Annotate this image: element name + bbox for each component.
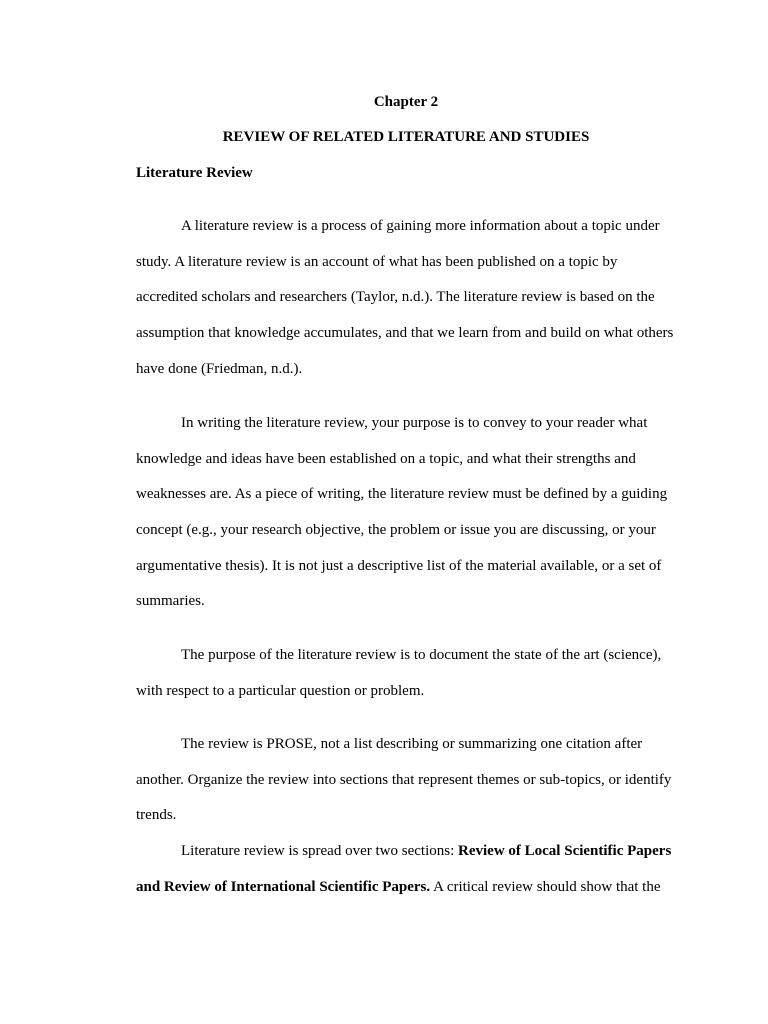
- paragraph-line: trends.: [136, 807, 177, 824]
- paragraph-line: The review is PROSE, not a list describing or summarizing one citation after: [181, 736, 643, 752]
- paragraph-line: have done (Friedman, n.d.).: [136, 360, 303, 377]
- paragraph-2: [136, 406, 681, 620]
- paragraph-line: argumentative thesis). It is not just a descriptive list of the material available, or a set of: [136, 557, 662, 574]
- paragraph-line: assumption that knowledge accumulates, and that we learn from and build on what others: [136, 325, 674, 342]
- bold-text: Review of Local Scientific Papers: [458, 843, 672, 859]
- paragraph-text: A critical review should show that the: [430, 878, 661, 895]
- paragraph-3: [136, 638, 681, 709]
- paragraph-line: [136, 834, 681, 870]
- paragraph-line: [136, 870, 681, 906]
- paragraph-line: The purpose of the literature review is to document the state of the art (science),: [181, 647, 662, 663]
- paragraph-4: [136, 727, 681, 834]
- bold-text: and Review of International Scientific Papers.: [136, 878, 431, 895]
- chapter-label: Chapter 2: [373, 94, 439, 110]
- paragraph-text: Literature review is spread over two sections:: [181, 843, 458, 859]
- paragraph-5: [136, 834, 681, 905]
- chapter-title: REVIEW OF RELATED LITERATURE AND STUDIES: [222, 129, 590, 145]
- paragraph-line: study. A literature review is an account of what has been published on a topic by: [136, 253, 618, 270]
- paragraph-line: A literature review is a process of gaining more information about a topic under: [181, 218, 660, 234]
- paragraph-line: with respect to a particular question or problem.: [136, 682, 425, 699]
- paragraph-line: knowledge and ideas have been established on a topic, and what their strengths and: [136, 450, 636, 467]
- paragraph-line: concept (e.g., your research objective, the problem or issue you are discussing, or your: [136, 522, 656, 539]
- paragraph-line: accredited scholars and researchers (Taylor, n.d.). The literature review is based on the: [136, 289, 655, 306]
- section-heading: Literature Review: [136, 165, 253, 181]
- paragraph-line: summaries.: [136, 593, 205, 610]
- paragraph-line: weaknesses are. As a piece of writing, the literature review must be defined by a guiding: [136, 486, 668, 503]
- paragraph-1: [136, 209, 681, 387]
- paragraph-line: In writing the literature review, your purpose is to convey to your reader what: [181, 415, 648, 431]
- paragraph-line: another. Organize the review into sections that represent themes or sub-topics, or identify: [136, 771, 672, 788]
